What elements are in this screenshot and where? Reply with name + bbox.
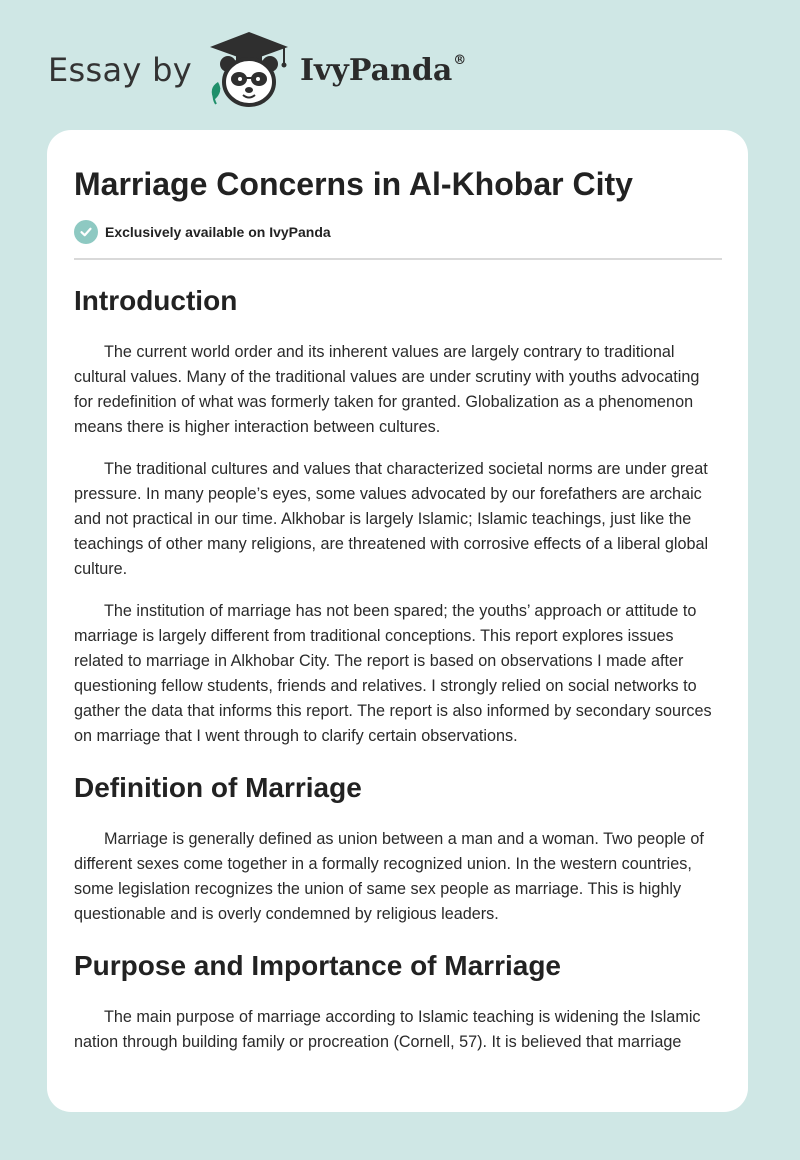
brand-prefix: Essay by	[48, 51, 192, 89]
check-circle-icon	[74, 220, 98, 244]
paragraph: The main purpose of marriage according to Islamic teaching is widening the Islamic nation through building family or procreation (Cornell, 57). It is believed that marriage	[74, 1008, 701, 1051]
paragraph: The current world order and its inherent values are largely contrary to traditional cultural values. Many of the traditional values are under scrutiny with youths advocating for redefinition of what was formerly taken for granted. Globalization as a phenomenon means there is higher interaction between cultures.	[74, 343, 700, 436]
paragraph: The institution of marriage has not been spared; the youths’ approach or attitude to marriage is largely different from traditional conceptions. This report explores issues related to marriage in Alkhobar City. The report is based on observations I made after questioning fellow students, friends and relatives. I strongly relied on social networks to gather the data that informs this report. The report is also informed by secondary sources on marriage that I went through to clarify certain observations.	[74, 602, 712, 745]
section-heading: Purpose and Importance of Marriage	[74, 950, 561, 981]
exclusive-badge	[74, 220, 722, 244]
site-logo[interactable]	[48, 30, 466, 110]
badge-text: Exclusively available on IvyPanda	[105, 224, 331, 240]
title-divider	[74, 258, 722, 260]
article-title: Marriage Concerns in Al-Khobar City	[74, 166, 633, 202]
section-purpose	[74, 949, 722, 1055]
section-introduction	[74, 284, 722, 749]
panda-mascot-icon	[206, 30, 292, 110]
paragraph: Marriage is generally defined as union between a man and a woman. Two people of different sexes come together in a formally recognized union. In the western countries, some legislation recognizes the union of same sex people as marriage. This is highly questionable and is overly condemned by religious leaders.	[74, 830, 704, 923]
article-card	[47, 130, 748, 1112]
paragraph: The traditional cultures and values that characterized societal norms are under great pressure. In many people’s eyes, some values advocated by our forefathers are archaic and not practical in our time. Alkhobar is largely Islamic; Islamic teachings, just like the teachings of other many religions, are threatened with corrosive effects of a liberal global culture.	[74, 460, 709, 578]
section-heading: Introduction	[74, 285, 238, 316]
brand-name: IvyPanda®	[299, 52, 467, 88]
section-definition	[74, 771, 722, 927]
section-heading: Definition of Marriage	[74, 772, 362, 803]
